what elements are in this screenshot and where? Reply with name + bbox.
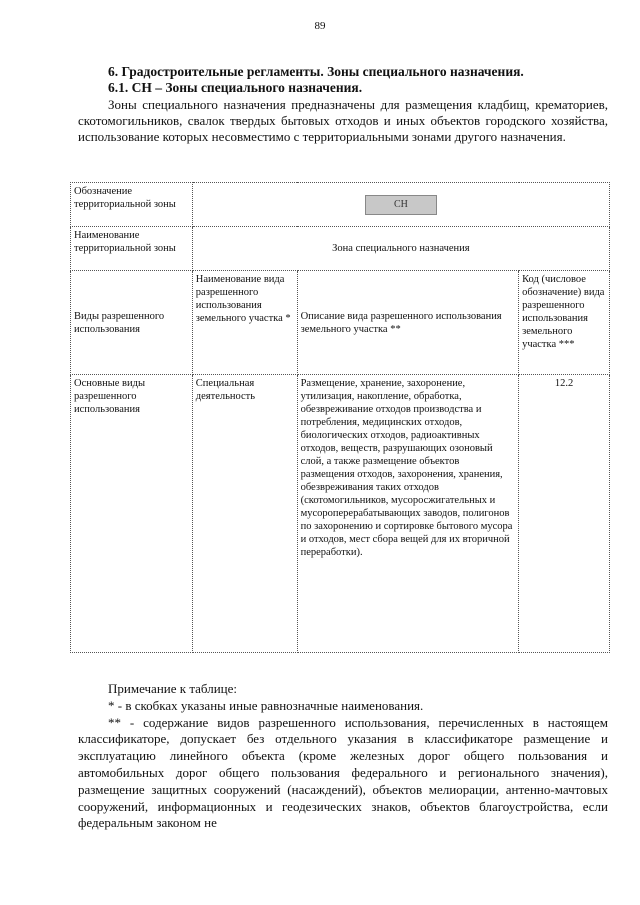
section-heading: 6. Градостроительные регламенты. Зоны специального назначения. bbox=[108, 64, 524, 79]
table-header-row bbox=[71, 271, 610, 375]
header-name: Наименование вида разрешенного использования земельного участка * bbox=[192, 271, 297, 375]
header-types: Виды разрешенного использования bbox=[71, 271, 193, 375]
zone-name-label: Наименование территориальной зоны bbox=[71, 227, 193, 271]
table-row bbox=[71, 183, 610, 227]
note-1: * - в скобках указаны иные равнозначные наименования. bbox=[108, 697, 424, 713]
subsection-heading: 6.1. СН – Зоны специального назначения. bbox=[108, 80, 363, 95]
zone-code-label: Обозначение территориальной зоны bbox=[71, 183, 193, 227]
zone-code-badge: СН bbox=[365, 195, 437, 215]
body-code: 12.2 bbox=[519, 375, 610, 653]
header-description: Описание вида разрешенного использования земельного участка ** bbox=[297, 271, 518, 375]
body-types: Основные виды разрешенного использования bbox=[71, 375, 193, 653]
notes-title: Примечание к таблице: bbox=[108, 681, 238, 696]
zone-name-value: Зона специального назначения bbox=[192, 227, 609, 271]
table-row bbox=[71, 227, 610, 271]
zone-code-cell bbox=[192, 183, 609, 227]
table-row bbox=[71, 375, 610, 653]
body-name: Специальная деятельность bbox=[192, 375, 297, 653]
table-notes bbox=[78, 681, 608, 832]
body-description: Размещение, хранение, захоронение, утилизация, накопление, обработка, обезвреживание отходов производства и потребления, медицинских отходов, биологических отходов, радиоактивных отходов, веществ, разрушающих озоновый слой, а также размещение объектов размещения отходов, захоронения, хранения, обезвреживания таких отходов (скотомогильников, мусоросжигательных и мусороперерабатывающих заводов, полигонов по захоронению и сортировке бытового мусора и отходов, мест сбора вещей для их вторичной переработки). bbox=[297, 375, 518, 653]
intro-paragraph: Зоны специального назначения предназначены для размещения кладбищ, крематориев, скотомогильников, свалок твердых бытовых отходов и иных объектов городского хозяйства, использование которых несовместимо с территориальными зонами другого назначения. bbox=[78, 97, 608, 145]
page-number: 89 bbox=[314, 20, 326, 32]
note-2: ** - содержание видов разрешенного использования, перечисленных в настоящем классификаторе, допускает без отдельного указания в классификаторе размещение и эксплуатацию линейного объекта (кроме железных дорог общего пользования и автомобильных дорог общего пользования федерального и регионального значения), размещение защитных сооружений (насаждений), объектов мелиорации, антенно-мачтовых сооружений, информационных и геодезических знаков, объектов благоустройства, если федеральным законом не bbox=[78, 714, 608, 831]
regulation-table bbox=[70, 182, 610, 653]
header-code: Код (числовое обозначение) вида разрешенного использования земельного участка *** bbox=[519, 271, 610, 375]
